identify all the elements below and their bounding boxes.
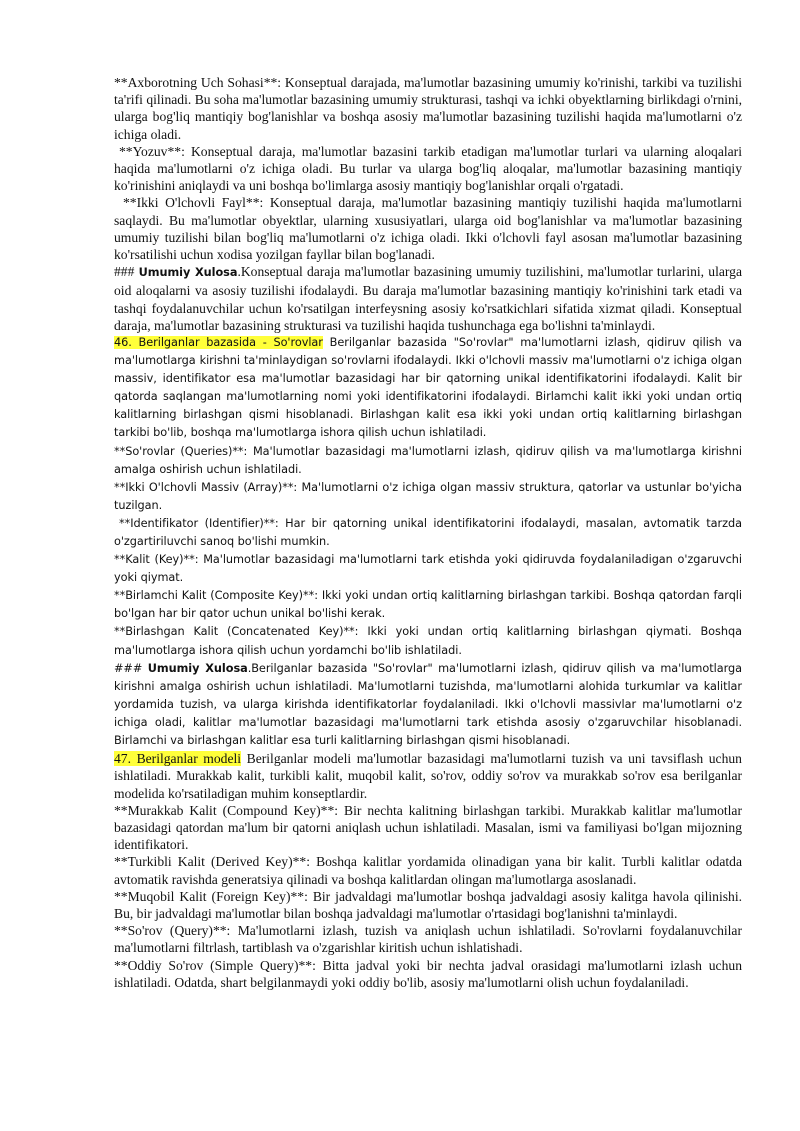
item-oddiy-sorov: **Oddiy So'rov (Simple Query)**: Bitta jadval yoki bir nechta jadval orasidagi ma'lumotlarni izlash uchun ishlatiladi. Odatda, shart belgilanmaydi yoki oddiy bo'lib, asosiy ma'lumotlarni olish uchun foydalaniladi.: [114, 957, 742, 990]
summary-label: Umumiy Xulosa: [147, 661, 248, 675]
heading-marker: ###: [114, 661, 148, 675]
summary-text: .Berilganlar bazasida "So'rovlar" ma'lumotlarni izlash, qidiruv qilish va ma'lumotlarga kirishni amalga oshirish uchun ishlatiladi. Ma'lumotlarni tuzishda, ma'lumotlarni alohida turkumlar va kalitlar yordamida tuzish, va ularga kirishda identifikatorlar foydalaniladi. Ikki o'lchovli massivlar ma'lumotlarni o'z ichiga oladi, kalitlar ma'lumotlar bazasidagi ma'lumotlarni tark etishda asosiy o'zgaruvchilar hisoblanadi. Birlamchi va birlashgan kalitlar esa turli kalitlarning birlashgan qismi hisoblanadi.: [114, 661, 742, 747]
item-sorovlar: **So'rovlar (Queries)**: Ma'lumotlar bazasidagi ma'lumotlarni izlash, qidiruv qilish va ma'lumotlarga kirishni amalga oshirish uchun ishlatiladi.: [114, 444, 742, 476]
section-46-heading: 46. Berilganlar bazasida - So'rovlar: [114, 335, 323, 349]
item-ikki-olchovli-massiv: **Ikki O'lchovli Massiv (Array)**: Ma'lumotlarni o'z ichiga olgan massiv struktura, qatorlar va ustunlar bo'yicha tuzilgan.: [114, 480, 742, 512]
heading-marker: ###: [114, 264, 139, 280]
paragraph-ikki-olchovli-fayl: **Ikki O'lchovli Fayl**: Konseptual daraja, ma'lumotlar bazasining mantiqiy tuzilishi haqida ma'lumotlarni saqlaydi. Bu ma'lumotlar obyektlar, ularning xususiyatlari, ularga oid bog'lanishlar va ma'lumotlar bazasining umumiy tuzilishi bilan bog'liq ma'lumotlarni o'z ichiga oladi. Ikki o'lchovli fayl asosan ma'lumotlar bazasining ko'rsatilishi uchun xodisa yozilgan fayllar bilan bog'lanadi.: [114, 195, 742, 263]
item-identifikator: **Identifikator (Identifier)**: Har bir qatorning unikal identifikatorini ifodalaydi, masalan, avtomatik tarzda o'zgartiriluvchi sanoq bo'lishi mumkin.: [114, 516, 742, 548]
item-turkibli-kalit: **Turkibli Kalit (Derived Key)**: Boshqa kalitlar yordamida olinadigan yana bir kalit. Turbli kalitlar odatda avtomatik ravishda generatsiya qilinadi va boshqa kalitlardan olingan ma'lumotlarga asoslanadi.: [114, 854, 742, 887]
item-birlashgan-kalit: **Birlashgan Kalit (Concatenated Key)**: Ikki yoki undan ortiq kalitlarning birlashgan qiymati. Boshqa ma'lumotlarga ishora qilish uchun yordamchi bo'lib ishlatiladi.: [114, 625, 742, 657]
summary-text: .Konseptual daraja ma'lumotlar bazasining umumiy tuzilishini, ma'lumotlar turlarini, ularga oid aloqalarni va asosiy tuzilishi ifodalaydi. Bu daraja ma'lumotlar bazasining mantiqiy ko'rinishini tark etadi va tashqi foydalanuvchilar uchun ko'rsatilgan interfeysning asosiy ko'rsatkichlari sifatida xizmat qiladi. Konseptual daraja, ma'lumotlar bazasining strukturasi va tuzilishi haqida tushunchaga ega bo'lishni ta'minlaydi.: [114, 264, 742, 333]
paragraph-umumiy-xulosa-2: [114, 660, 742, 750]
paragraph-yozuv: **Yozuv**: Konseptual daraja, ma'lumotlar bazasini tarkib etadigan ma'lumotlar turlari va ularning aloqalari haqida ma'lumotlarni o'z ichiga oladi. Bu turlar va ularga bog'liq aloqalar, ma'lumotlar bazasining mantiqiy ko'rinishini aniqlaydi va uni boshqa bo'limlarga asosiy mantiqiy bog'lanishlar orqali o'rgatadi.: [114, 143, 742, 194]
section-46: [114, 334, 742, 443]
item-murakkab-kalit: **Murakkab Kalit (Compound Key)**: Bir nechta kalitning birlashgan tarkibi. Murakkab kalitlar ma'lumotlar bazasidagi qatordan ma'lum bir qatorni aniqlash uchun ishlatiladi. Masalan, ismi va familiyasi bo'lgan mijozning identifikatori.: [114, 802, 742, 853]
item-birlamchi-kalit: **Birlamchi Kalit (Composite Key)**: Ikki yoki undan ortiq kalitlarning birlashgan tarkibi. Boshqa qatordan farqli bo'lgan har bir qator uchun unikal bo'lishi kerak.: [114, 589, 742, 621]
document-page: [114, 74, 742, 991]
section-47-text: Berilganlar modeli ma'lumotlar bazasidagi ma'lumotlarni tuzish va uni tavsiflash uchun ishlatiladi. Murakkab kalit, turkibli kalit, muqobil kalit, so'rov, oddiy so'rov va murakkab so'rov esa berilganlar modelida ko'rsatiladigan muhim konseptlardir.: [114, 751, 742, 801]
paragraph-umumiy-xulosa-1: [114, 263, 742, 334]
summary-label: Umumiy Xulosa: [138, 266, 238, 280]
section-46-text: Berilganlar bazasida "So'rovlar" ma'lumotlarni izlash, qidiruv qilish va ma'lumotlarga kirishni ta'minlaydigan so'rovlarni ifodalaydi. Ikki o'lchovli massiv ma'lumotlarni o'z ichiga olgan massiv, identifikator esa ma'lumotlar bazasidagi har bir qatorning unikal identifikatorini ifodalaydi. Kalit bir qatorda saqlangan ma'lumotlarning nomi yoki identifikatorini ifodalaydi. Birlamchi kalit ikki yoki undan ortiq kalitlarning birlashgan qismi hisoblanadi. Birlashgan kalit esa ikki yoki undan ortiq kalitlarning birlashgan tarkibi bo'lib, boshqa ma'lumotlarga ishora qilish uchun ishlatiladi.: [114, 335, 742, 440]
item-muqobil-kalit: **Muqobil Kalit (Foreign Key)**: Bir jadvaldagi ma'lumotlar boshqa jadvaldagi asosiy kalitga havola qilinishi. Bu, bir jadvaldagi ma'lumotlar bilan boshqa jadvaldagi ma'lumotlar o'rtasidagi bog'lanishni ta'minlaydi.: [114, 888, 742, 921]
paragraph-axborot-uch-sohasi: **Axborotning Uch Sohasi**: Konseptual darajada, ma'lumotlar bazasining umumiy ko'rinishi, tarkibi va tuzilishi ta'rifi qilinadi. Bu soha ma'lumotlar bazasining umumiy strukturasi, tashqi va ichki obyektlarning birlikdagi o'rnini, ularga bog'liq mantiqiy bog'lanishlar va boshqa asosiy ma'lumotlar bazasining tuzilishi haqida ma'lumotlarni o'z ichiga oladi.: [114, 75, 742, 142]
item-kalit: **Kalit (Key)**: Ma'lumotlar bazasidagi ma'lumotlarni tark etishda yoki qidiruvda foydalaniladigan o'zgaruvchi yoki qiymat.: [114, 553, 742, 585]
section-47: [114, 750, 742, 802]
section-47-heading: 47. Berilganlar modeli: [114, 751, 242, 767]
item-sorov: **So'rov (Query)**: Ma'lumotlarni izlash, tuzish va aniqlash uchun ishlatiladi. So'rovlarni foydalanuvchilar ma'lumotlarni filtrlash, tartiblash va o'zgarishlar kiritish uchun ishlatishadi.: [114, 923, 742, 956]
